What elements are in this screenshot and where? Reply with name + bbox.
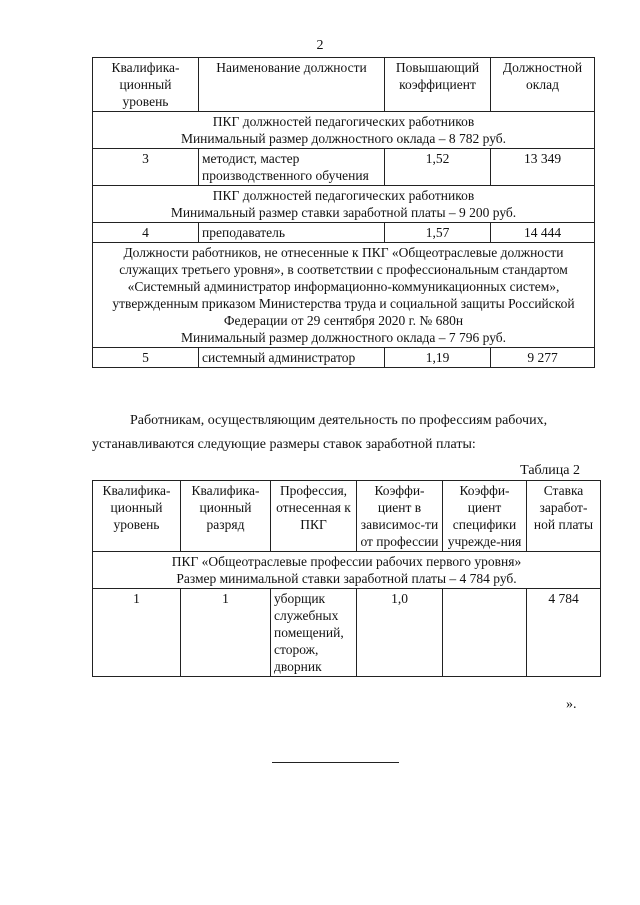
cell-level: 5 [93,348,199,368]
table-row [93,589,601,677]
header-level: Квалифика-ционный уровень [93,58,199,112]
cell-position: преподаватель [199,223,385,243]
table-row [93,348,595,368]
positions-table [92,57,595,368]
cell-salary: 9 277 [491,348,595,368]
table-row [93,223,595,243]
header-institution-coefficient: Коэффи-циент специфики учрежде-ния [443,481,527,552]
body-paragraph: Работникам, осуществляющим деятельность по профессиям рабочих, устанавливаются следующие размеры ставок заработной платы: [92,413,548,452]
section-minimum: Минимальный размер ставки заработной платы – 9 200 руб. [170,205,517,220]
cell-rank: 1 [181,589,271,677]
footer-rule [272,762,399,763]
section-row [93,243,595,348]
cell-level: 4 [93,223,199,243]
section-title: Должности работников, не отнесенные к ПКГ «Общеотраслевые должности служащих третьего уровня», в соответствии с профессиональным стандартом «Системный администратор информационно-коммуникационных систем», утвержденным приказом Министерства труда и социальной защиты Российской Федерации от 29 сентября 2020 г. № 680н [112,245,575,328]
section-row [93,112,595,149]
section-title: ПКГ «Общеотраслевые профессии рабочих первого уровня» [171,554,522,569]
cell-profession: уборщик служебных помещений, сторож, дворник [271,589,357,677]
cell-institution-coefficient [443,589,527,677]
section-minimum: Минимальный размер должностного оклада – 7 796 руб. [180,330,507,345]
cell-profession-coefficient: 1,0 [357,589,443,677]
header-salary: Должностной оклад [491,58,595,112]
cell-level: 3 [93,149,199,186]
cell-position: системный администратор [199,348,385,368]
table-header-row [93,58,595,112]
header-rate: Ставка заработ-ной платы [527,481,601,552]
section-title: ПКГ должностей педагогических работников [212,114,475,129]
cell-coefficient: 1,19 [385,348,491,368]
cell-level: 1 [93,589,181,677]
page-number: 2 [316,38,324,53]
header-coefficient: Повышающий коэффициент [385,58,491,112]
cell-rate: 4 784 [527,589,601,677]
header-position: Наименование должности [199,58,385,112]
header-profession-coefficient: Коэффи-циент в зависимос-ти от профессии [357,481,443,552]
table-header-row [93,481,601,552]
cell-position: методист, мастер производственного обучения [199,149,385,186]
table-caption: Таблица 2 [520,463,580,478]
cell-coefficient: 1,52 [385,149,491,186]
section-minimum: Минимальный размер должностного оклада – 8 782 руб. [180,131,507,146]
table-row [93,149,595,186]
closing-quote: ». [566,697,577,712]
header-profession: Профессия, отнесенная к ПКГ [271,481,357,552]
section-title: ПКГ должностей педагогических работников [212,188,475,203]
workers-rates-table [92,480,601,677]
section-minimum: Размер минимальной ставки заработной платы – 4 784 руб. [176,571,517,586]
cell-coefficient: 1,57 [385,223,491,243]
header-level: Квалифика-ционный уровень [93,481,181,552]
cell-salary: 13 349 [491,149,595,186]
cell-salary: 14 444 [491,223,595,243]
section-row [93,186,595,223]
section-row [93,552,601,589]
header-rank: Квалифика-ционный разряд [181,481,271,552]
